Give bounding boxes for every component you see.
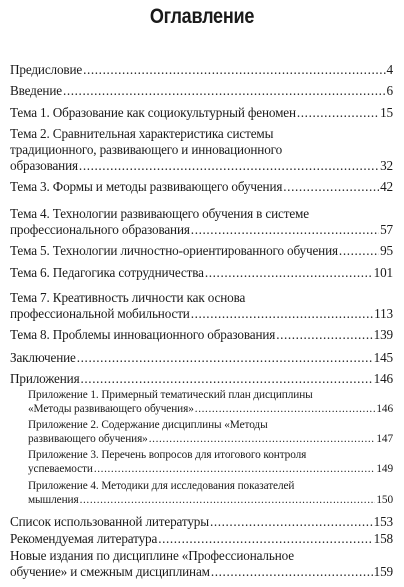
toc-page-number: 158 (373, 531, 393, 546)
dot-leader (80, 494, 376, 508)
toc-entry[interactable] (10, 126, 393, 174)
toc-entry-title-line: Рекомендуемая литература (10, 531, 158, 546)
toc-entry-title-line: Введение (10, 83, 62, 98)
toc-entry[interactable] (10, 350, 393, 366)
dot-leader (205, 265, 373, 281)
toc-entry-title-line: Приложение 4. Методики для исследования показателей (28, 480, 295, 492)
toc-entry-title-line: Тема 1. Образование как социокультурный феномен (10, 105, 296, 120)
dot-leader (79, 158, 379, 174)
dot-leader (158, 531, 372, 547)
toc-page-number: 32 (380, 158, 393, 173)
dot-leader (81, 371, 373, 387)
dot-leader (297, 105, 379, 121)
dot-leader (63, 83, 386, 99)
toc-entry[interactable] (10, 243, 393, 259)
toc-page-number: 95 (380, 243, 393, 258)
toc-entry-title-line: Тема 4. Технологии развивающего обучения в системе (10, 206, 309, 221)
dot-leader (283, 179, 379, 195)
dot-leader (339, 243, 379, 259)
dot-leader (83, 62, 385, 78)
dot-leader (195, 403, 376, 417)
dot-leader (276, 327, 372, 343)
toc-entry-title-line: Приложение 2. Содержание дисциплины «Методы (28, 419, 268, 431)
toc-entry-title-line: Тема 5. Технологии личностно-ориентированного обучения (10, 243, 338, 258)
toc-entry[interactable] (10, 105, 393, 121)
toc-entry-title-line: развивающего обучения» (28, 432, 148, 445)
toc-entry-title-line: образования (10, 158, 78, 173)
toc-entry[interactable] (10, 531, 393, 547)
toc-page-number: 146 (376, 402, 393, 415)
dot-leader (191, 222, 379, 238)
toc-page-number: 113 (374, 306, 393, 321)
toc-subentry[interactable] (28, 449, 393, 477)
dot-leader (94, 463, 376, 477)
toc-page-number: 101 (373, 265, 393, 280)
toc-entry-title-line: мышления (28, 493, 79, 506)
toc-subentry[interactable] (28, 480, 393, 508)
toc-entry[interactable] (10, 514, 393, 530)
toc-entry-title-line: Приложения (10, 371, 80, 386)
toc-entry-title-line: успеваемости (28, 462, 93, 475)
toc-entry-title-line: традиционного, развивающего и инновационного (10, 142, 283, 157)
toc-page-number: 145 (373, 350, 393, 365)
toc-page-number: 153 (373, 514, 393, 529)
toc-page-number: 139 (373, 327, 393, 342)
toc-subentry[interactable] (28, 419, 393, 447)
toc-entry-title-line: профессиональной мобильности (10, 306, 190, 321)
toc-entry-title-line: Тема 6. Педагогика сотрудничества (10, 265, 204, 280)
toc-entry-title-line: Приложение 3. Перечень вопросов для итогового контроля (28, 449, 307, 461)
toc-page-number: 4 (386, 62, 393, 77)
toc-page-number: 42 (380, 179, 393, 194)
toc-entry-title-line: Предисловие (10, 62, 83, 77)
toc-page-number: 6 (386, 83, 393, 98)
toc-entry-title-line: Тема 3. Формы и методы развивающего обучения (10, 179, 283, 194)
toc-entry-title-line: обучение» и смежным дисциплинам (10, 564, 210, 579)
dot-leader (211, 564, 373, 580)
toc-entry-title-line: «Методы развивающего обучения» (28, 402, 194, 415)
toc-entry-title-line: Приложение 1. Примерный тематический план дисциплины (28, 389, 313, 401)
toc-page-number: 159 (373, 564, 393, 579)
toc-entry[interactable] (10, 327, 393, 343)
dot-leader (191, 306, 373, 322)
toc-entry-title-line: Заключение (10, 350, 76, 365)
dot-leader (210, 514, 373, 530)
page-title: Оглавление (149, 5, 255, 28)
toc-page-number: 57 (380, 222, 393, 237)
toc-subentry[interactable] (28, 389, 393, 417)
toc-entry[interactable] (10, 290, 393, 322)
dot-leader (77, 350, 373, 366)
toc-page-number: 149 (376, 462, 393, 475)
toc-entry-title-line: Список использованной литературы (10, 514, 209, 529)
toc-page-number: 15 (380, 105, 393, 120)
toc-entry-title-line: Тема 8. Проблемы инновационного образования (10, 327, 276, 342)
toc-entry-title-line: Тема 7. Креативность личности как основа (10, 290, 246, 305)
dot-leader (149, 433, 376, 447)
toc-entry[interactable] (10, 265, 393, 281)
toc-entry-title-line: Тема 2. Сравнительная характеристика системы (10, 126, 274, 141)
toc-page-number: 147 (376, 432, 393, 445)
toc-page-number: 146 (373, 371, 393, 386)
toc-entry[interactable] (10, 179, 393, 195)
toc-entry-title-line: Новые издания по дисциплине «Профессиональное (10, 548, 294, 563)
toc-entry-title-line: профессионального образования (10, 222, 190, 237)
toc-entry[interactable] (10, 62, 393, 78)
toc-entry[interactable] (10, 206, 393, 238)
toc-entry[interactable] (10, 371, 393, 387)
toc-page-number: 150 (376, 493, 393, 506)
toc-entry[interactable] (10, 548, 393, 580)
toc-entry[interactable] (10, 83, 393, 99)
